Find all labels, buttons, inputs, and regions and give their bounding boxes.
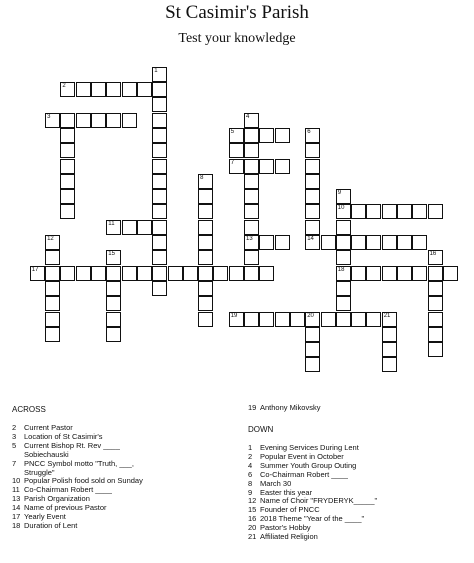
clue-item-number: 2 bbox=[248, 451, 253, 461]
clue-item bbox=[12, 522, 242, 531]
grid-cell[interactable] bbox=[106, 296, 121, 311]
grid-cell[interactable] bbox=[152, 82, 167, 97]
across-clue-list bbox=[12, 424, 242, 531]
across-heading: ACROSS bbox=[12, 405, 46, 414]
grid-cell[interactable] bbox=[106, 312, 121, 327]
grid-cell[interactable] bbox=[305, 189, 320, 204]
grid-cell[interactable] bbox=[198, 174, 213, 189]
grid-cell[interactable] bbox=[336, 189, 351, 204]
grid-cell[interactable] bbox=[152, 174, 167, 189]
grid-cell[interactable] bbox=[259, 235, 274, 250]
grid-cell[interactable] bbox=[152, 97, 167, 112]
clue-number: 12 bbox=[47, 236, 54, 242]
grid-cell[interactable] bbox=[428, 296, 443, 311]
grid-cell[interactable] bbox=[397, 266, 412, 281]
clue-item-text: Easter this year bbox=[260, 487, 313, 497]
clue-item-text: Yearly Event bbox=[24, 512, 66, 522]
grid-cell[interactable] bbox=[60, 174, 75, 189]
clue-number: 2 bbox=[62, 83, 66, 89]
grid-cell[interactable] bbox=[259, 159, 274, 174]
grid-cell[interactable] bbox=[168, 266, 183, 281]
grid-cell[interactable] bbox=[152, 250, 167, 265]
grid-cell[interactable] bbox=[152, 67, 167, 82]
clue-item-number: 4 bbox=[248, 460, 253, 470]
grid-cell[interactable] bbox=[76, 113, 91, 128]
down-heading: DOWN bbox=[248, 425, 274, 434]
clue-number: 19 bbox=[230, 312, 238, 319]
grid-cell[interactable] bbox=[60, 266, 75, 281]
clue-item-number: 19 bbox=[248, 403, 257, 412]
grid-cell[interactable] bbox=[198, 296, 213, 311]
clue-item-number: 13 bbox=[12, 494, 21, 504]
grid-cell[interactable] bbox=[428, 266, 443, 281]
clue-item-number: 10 bbox=[12, 476, 21, 486]
clue-number: 16 bbox=[429, 251, 437, 258]
grid-cell[interactable] bbox=[305, 235, 320, 250]
grid-cell[interactable] bbox=[305, 327, 320, 342]
grid-cell[interactable] bbox=[229, 312, 244, 327]
grid-cell[interactable] bbox=[412, 235, 427, 250]
grid-cell[interactable] bbox=[275, 235, 290, 250]
grid-cell[interactable] bbox=[213, 266, 228, 281]
grid-cell[interactable] bbox=[382, 342, 397, 357]
grid-cell[interactable] bbox=[106, 327, 121, 342]
grid-cell[interactable] bbox=[152, 266, 167, 281]
grid-cell[interactable] bbox=[382, 204, 397, 219]
grid-cell[interactable] bbox=[60, 143, 75, 158]
grid-cell[interactable] bbox=[259, 312, 274, 327]
grid-cell[interactable] bbox=[60, 159, 75, 174]
grid-cell[interactable] bbox=[60, 204, 75, 219]
grid-cell[interactable] bbox=[106, 113, 121, 128]
down-clue-list bbox=[248, 444, 468, 542]
clue-item-number: 14 bbox=[12, 503, 21, 513]
grid-cell[interactable] bbox=[336, 235, 351, 250]
grid-cell[interactable] bbox=[106, 82, 121, 97]
grid-cell[interactable] bbox=[60, 189, 75, 204]
grid-cell[interactable] bbox=[244, 128, 259, 143]
grid-cell[interactable] bbox=[305, 174, 320, 189]
grid-cell[interactable] bbox=[91, 266, 106, 281]
grid-cell[interactable] bbox=[137, 266, 152, 281]
grid-cell[interactable] bbox=[45, 266, 60, 281]
grid-cell[interactable] bbox=[382, 312, 397, 327]
grid-cell[interactable] bbox=[30, 266, 45, 281]
grid-cell[interactable] bbox=[412, 204, 427, 219]
grid-cell[interactable] bbox=[336, 204, 351, 219]
clue-item-number: 21 bbox=[248, 532, 257, 542]
grid-cell[interactable] bbox=[275, 312, 290, 327]
grid-cell[interactable] bbox=[305, 128, 320, 143]
clue-number: 21 bbox=[383, 312, 391, 319]
clue-item-number: 12 bbox=[248, 496, 257, 506]
clue-item-text: Location of St Casimir's bbox=[24, 431, 103, 441]
grid-cell[interactable] bbox=[244, 174, 259, 189]
grid-cell[interactable] bbox=[152, 220, 167, 235]
grid-cell[interactable] bbox=[198, 235, 213, 250]
clue-item bbox=[248, 533, 468, 542]
grid-cell[interactable] bbox=[305, 312, 320, 327]
grid-cell[interactable] bbox=[259, 266, 274, 281]
clue-item-number: 2 bbox=[12, 423, 17, 432]
grid-cell[interactable] bbox=[60, 128, 75, 143]
grid-cell[interactable] bbox=[336, 296, 351, 311]
clue-number: 7 bbox=[230, 159, 235, 166]
grid-cell[interactable] bbox=[244, 143, 259, 158]
clue-number: 20 bbox=[307, 312, 314, 319]
grid-cell[interactable] bbox=[366, 235, 381, 250]
clue-number: 3 bbox=[47, 113, 51, 120]
grid-cell[interactable] bbox=[259, 128, 274, 143]
clue-item bbox=[12, 460, 242, 478]
clue-item-text: Evening Services During Lent bbox=[260, 443, 359, 452]
grid-cell[interactable] bbox=[198, 266, 213, 281]
clue-item-number: 3 bbox=[12, 431, 17, 441]
grid-cell[interactable] bbox=[106, 220, 121, 235]
grid-cell[interactable] bbox=[76, 82, 91, 97]
grid-cell[interactable] bbox=[305, 220, 320, 235]
grid-cell[interactable] bbox=[137, 220, 152, 235]
grid-cell[interactable] bbox=[45, 327, 60, 342]
clue-item-number: 1 bbox=[248, 443, 253, 452]
clue-number: 10 bbox=[337, 205, 345, 212]
grid-cell[interactable] bbox=[428, 342, 443, 357]
clue-item-number: 7 bbox=[12, 458, 17, 468]
clue-item bbox=[12, 442, 242, 460]
clue-item-text: PNCC Symbol motto "Truth, ___, Struggle" bbox=[24, 458, 134, 477]
grid-cell[interactable] bbox=[275, 159, 290, 174]
grid-cell[interactable] bbox=[366, 266, 381, 281]
grid-cell[interactable] bbox=[351, 266, 366, 281]
grid-cell[interactable] bbox=[106, 250, 121, 265]
grid-cell[interactable] bbox=[351, 204, 366, 219]
clue-item-number: 20 bbox=[248, 523, 257, 533]
grid-cell[interactable] bbox=[382, 235, 397, 250]
grid-cell[interactable] bbox=[382, 266, 397, 281]
grid-cell[interactable] bbox=[244, 220, 259, 235]
clue-item-text: Parish Organization bbox=[24, 494, 90, 504]
grid-cell[interactable] bbox=[351, 235, 366, 250]
grid-cell[interactable] bbox=[183, 266, 198, 281]
clue-item-text: Popular Event in October bbox=[260, 451, 344, 461]
grid-cell[interactable] bbox=[229, 143, 244, 158]
clue-item-text: Current Pastor bbox=[24, 423, 73, 432]
grid-cell[interactable] bbox=[152, 281, 167, 296]
grid-cell[interactable] bbox=[336, 250, 351, 265]
grid-cell[interactable] bbox=[45, 250, 60, 265]
clue-item-number: 6 bbox=[248, 469, 253, 479]
grid-cell[interactable] bbox=[229, 159, 244, 174]
grid-cell[interactable] bbox=[336, 266, 351, 281]
grid-cell[interactable] bbox=[91, 113, 106, 128]
grid-cell[interactable] bbox=[290, 312, 305, 327]
clue-number: 13 bbox=[246, 236, 253, 242]
grid-cell[interactable] bbox=[305, 357, 320, 372]
grid-cell[interactable] bbox=[321, 235, 336, 250]
clue-item-number: 16 bbox=[248, 514, 257, 524]
clue-number: 15 bbox=[108, 251, 115, 258]
grid-cell[interactable] bbox=[152, 128, 167, 143]
grid-cell[interactable] bbox=[382, 357, 397, 372]
across-clue-list-continued bbox=[248, 404, 468, 413]
grid-cell[interactable] bbox=[397, 235, 412, 250]
grid-cell[interactable] bbox=[60, 113, 75, 128]
clue-item-number: 9 bbox=[248, 487, 253, 497]
grid-cell[interactable] bbox=[412, 266, 427, 281]
grid-cell[interactable] bbox=[198, 189, 213, 204]
clue-number: 9 bbox=[337, 190, 342, 197]
clue-item-text: Summer Youth Group Outing bbox=[260, 460, 357, 470]
clue-item-text: Name of previous Pastor bbox=[24, 503, 107, 513]
grid-cell[interactable] bbox=[91, 82, 106, 97]
clue-item-text: Name of Choir "FRYDERYK_____" bbox=[260, 496, 378, 506]
puzzle-title: St Casimir's Parish bbox=[165, 2, 309, 23]
grid-cell[interactable] bbox=[122, 113, 137, 128]
grid-cell[interactable] bbox=[305, 159, 320, 174]
clue-item-number: 11 bbox=[12, 485, 20, 495]
grid-cell[interactable] bbox=[45, 312, 60, 327]
grid-cell[interactable] bbox=[305, 143, 320, 158]
clue-item-text: Current Bishop Rt. Rev ____ Sobiechauski bbox=[24, 440, 120, 459]
grid-cell[interactable] bbox=[244, 113, 259, 128]
grid-cell[interactable] bbox=[76, 266, 91, 281]
grid-cell[interactable] bbox=[106, 266, 121, 281]
grid-cell[interactable] bbox=[229, 266, 244, 281]
grid-cell[interactable] bbox=[428, 327, 443, 342]
grid-cell[interactable] bbox=[244, 204, 259, 219]
grid-cell[interactable] bbox=[321, 312, 336, 327]
clue-item-text: Anthony Mikovsky bbox=[260, 403, 321, 412]
clue-item-number: 8 bbox=[248, 478, 253, 488]
clue-item-number: 18 bbox=[12, 520, 21, 530]
grid-cell[interactable] bbox=[428, 281, 443, 296]
grid-cell[interactable] bbox=[244, 189, 259, 204]
grid-cell[interactable] bbox=[45, 281, 60, 296]
grid-cell[interactable] bbox=[152, 235, 167, 250]
grid-cell[interactable] bbox=[45, 113, 60, 128]
clue-number: 11 bbox=[108, 220, 115, 227]
clue-item-text: Duration of Lent bbox=[24, 520, 78, 530]
grid-cell[interactable] bbox=[428, 250, 443, 265]
clue-item-text: Founder of PNCC bbox=[260, 505, 320, 515]
grid-cell[interactable] bbox=[122, 266, 137, 281]
clue-item-text: Pastor's Hobby bbox=[260, 523, 311, 533]
grid-cell[interactable] bbox=[366, 204, 381, 219]
clue-item-number: 15 bbox=[248, 505, 257, 515]
grid-cell[interactable] bbox=[428, 312, 443, 327]
grid-cell[interactable] bbox=[351, 312, 366, 327]
grid-cell[interactable] bbox=[428, 204, 443, 219]
clue-number: 1 bbox=[154, 67, 158, 74]
grid-cell[interactable] bbox=[152, 159, 167, 174]
clue-number: 5 bbox=[230, 128, 235, 135]
grid-cell[interactable] bbox=[305, 204, 320, 219]
grid-cell[interactable] bbox=[229, 128, 244, 143]
clue-item-text: Co-Chairman Robert ____ bbox=[260, 469, 348, 479]
grid-cell[interactable] bbox=[60, 82, 75, 97]
clue-item-text: March 30 bbox=[260, 478, 292, 488]
grid-cell[interactable] bbox=[198, 204, 213, 219]
grid-cell[interactable] bbox=[275, 128, 290, 143]
grid-cell[interactable] bbox=[443, 266, 458, 281]
grid-cell[interactable] bbox=[244, 250, 259, 265]
grid-cell[interactable] bbox=[244, 159, 259, 174]
clue-item-text: 2018 Theme "Year of the ____" bbox=[260, 514, 365, 524]
clue-number: 6 bbox=[307, 128, 311, 135]
grid-cell[interactable] bbox=[336, 312, 351, 327]
grid-cell[interactable] bbox=[152, 204, 167, 219]
clue-number: 14 bbox=[307, 236, 314, 242]
clue-item bbox=[248, 404, 468, 413]
clue-number: 17 bbox=[31, 266, 39, 273]
grid-cell[interactable] bbox=[198, 312, 213, 327]
clue-item-text: Affiliated Religion bbox=[260, 532, 318, 542]
clue-item-text: Co-Chairman Robert ____ bbox=[24, 485, 112, 495]
grid-cell[interactable] bbox=[152, 189, 167, 204]
grid-cell[interactable] bbox=[244, 266, 259, 281]
grid-cell[interactable] bbox=[45, 235, 60, 250]
grid-cell[interactable] bbox=[122, 82, 137, 97]
grid-cell[interactable] bbox=[122, 220, 137, 235]
grid-cell[interactable] bbox=[336, 220, 351, 235]
grid-cell[interactable] bbox=[198, 220, 213, 235]
grid-cell[interactable] bbox=[198, 250, 213, 265]
clue-item-text: Popular Polish food sold on Sunday bbox=[24, 476, 143, 486]
puzzle-subtitle: Test your knowledge bbox=[178, 31, 296, 46]
grid-cell[interactable] bbox=[382, 327, 397, 342]
clue-number: 18 bbox=[337, 266, 345, 273]
grid-cell[interactable] bbox=[397, 204, 412, 219]
grid-cell[interactable] bbox=[336, 281, 351, 296]
grid-cell[interactable] bbox=[244, 312, 259, 327]
clue-number: 8 bbox=[200, 174, 204, 181]
grid-cell[interactable] bbox=[198, 281, 213, 296]
grid-cell[interactable] bbox=[305, 342, 320, 357]
grid-cell[interactable] bbox=[244, 235, 259, 250]
clue-item-number: 5 bbox=[12, 440, 17, 450]
grid-cell[interactable] bbox=[152, 143, 167, 158]
grid-cell[interactable] bbox=[137, 82, 152, 97]
grid-cell[interactable] bbox=[152, 113, 167, 128]
grid-cell[interactable] bbox=[366, 312, 381, 327]
clue-item-number: 17 bbox=[12, 512, 21, 522]
grid-cell[interactable] bbox=[45, 296, 60, 311]
grid-cell[interactable] bbox=[106, 281, 121, 296]
clue-number: 4 bbox=[246, 113, 250, 120]
